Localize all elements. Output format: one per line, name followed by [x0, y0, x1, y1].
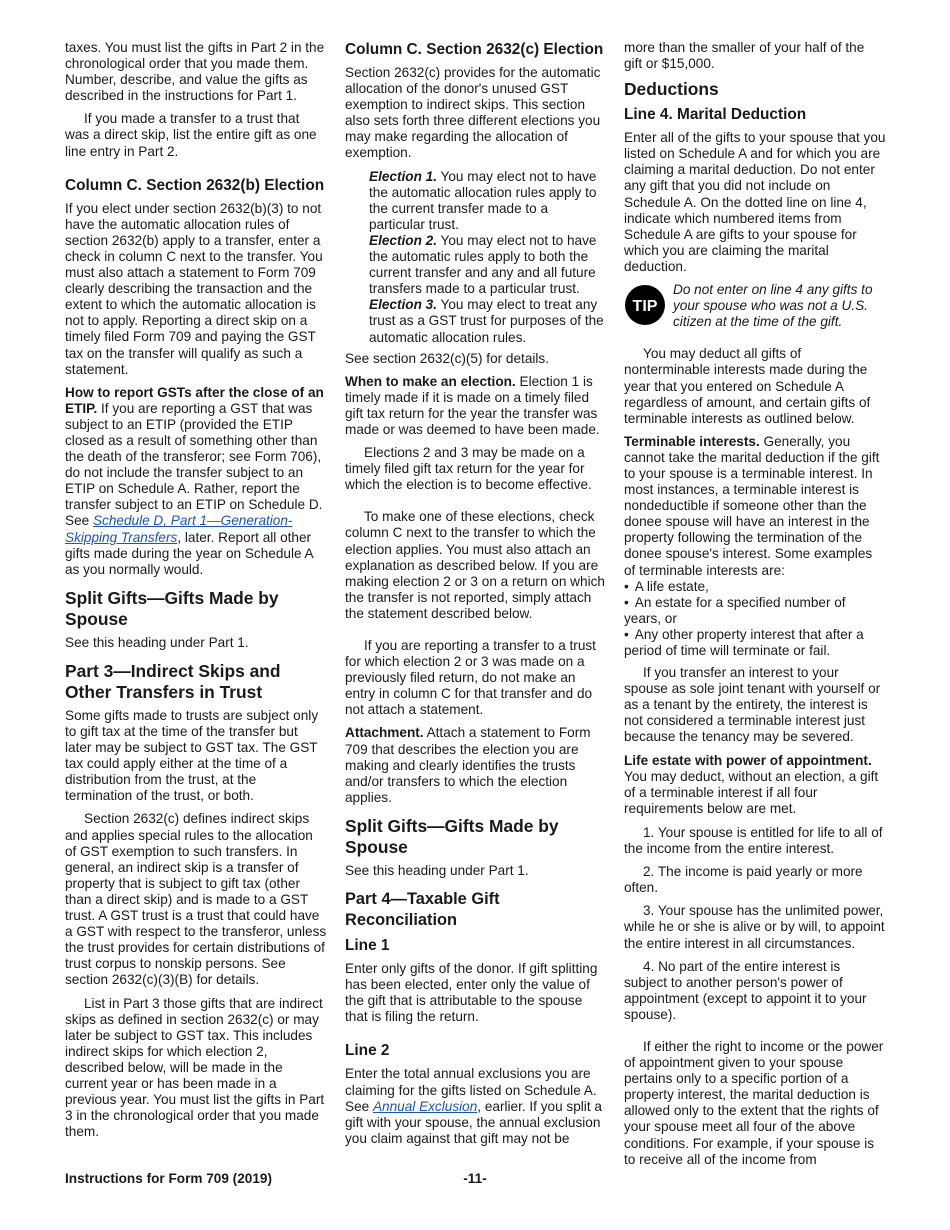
list-item-text: A life estate, — [634, 578, 709, 594]
run-in-heading: When to make an election. — [345, 373, 516, 389]
paragraph: Enter all of the gifts to your spouse that you listed on Schedule A and for which you are claiming a marital deduction. Do not enter any gift that you did not include on Schedule A. On the dotted line on line 4, indicate which numbered items from Schedule A are gifts to your spouse for which you are claiming the marital deduction. — [624, 130, 886, 274]
election-text: You may elect not to have the automatic rules apply to both the current transfer and any and all future transfers made to a particular trust. — [369, 232, 597, 297]
paragraph: See this heading under Part 1. — [65, 634, 249, 650]
paragraph: If you transfer an interest to your spouse as sole joint tenant with yourself or as a tenant by the entirety, the interest is not considered a terminable interest just because the tenancy may be severed. — [624, 665, 881, 745]
list-item — [624, 627, 886, 659]
election-text: You may elect not to have the automatic allocation rules apply to the current transfer made to a particular trust. — [369, 168, 597, 232]
paragraph: Enter only gifts of the donor. If gift splitting has been elected, enter only the value of the gift that is attributable to the spouse that is filing the return. — [345, 961, 598, 1025]
paragraph: See section 2632(c)(5) for details. — [345, 350, 550, 366]
election-label: Election 1. — [369, 168, 437, 184]
election-2 — [369, 233, 607, 297]
paragraph: Some gifts made to trusts are subject only to gift tax at the time of the transfer but later may be subject to GST tax. The GST tax could apply either at the time of a distribution from the trust, at the termination of the trust, or both. — [65, 707, 319, 804]
heading-line-4: Line 4. Marital Deduction — [624, 106, 807, 124]
election-3 — [369, 297, 607, 345]
paragraph: List in Part 3 those gifts that are indirect skips as defined in section 2632(c) or may later be subject to GST tax. This includes indirect skips for which election 2, described below, will be made in the current year or has been made in a previous year. You must list the gifts in Part 3 in the chronological order that you made them. — [65, 995, 325, 1140]
paragraph-text: Generally, you cannot take the marital deduction if the gift to your spouse is a terminable interest. In most instances, a terminable interest is nondeductible if someone other than the donee spouse will have an interest in the property following the termination of the donee spouse's interest. Some examples of terminable interests are: — [624, 433, 880, 578]
election-text: You may elect to treat any trust as a GST trust for purposes of the automatic allocation rules. — [369, 297, 604, 345]
list-item — [624, 595, 886, 627]
paragraph: Section 2632(c) defines indirect skips and applies special rules to the allocation of GST exemption to such transfers. In general, an indirect skip is a transfer of property that is subject to gift tax (other than a direct skip) and is made to a GST trust. A GST trust is a trust that could have a GST with respect to the transferor, unless the trust provides for certain distributions of trust corpus to nonskip persons. See section 2632(c)(3)(B) for details. — [65, 811, 327, 988]
bullet-icon: • — [624, 578, 629, 594]
paragraph: You may deduct all gifts of nonterminable interests made during the year that you entered on Schedule A regardless of amount, and certain gifts of terminable interests as outlined below. — [624, 346, 871, 426]
tip-text: Do not enter on line 4 any gifts to your spouse who was not a U.S. citizen at the time of the gift. — [673, 282, 873, 330]
paragraph: To make one of these elections, check column C next to the transfer to which the election applies. You must also attach an explanation as described below. If you are making election 2 or 3 on a return on which the transfer is not reported, simply attach the statement described below. — [345, 509, 605, 621]
paragraph: If either the right to income or the power of appointment given to your spouse pertains only to a specific portion of a property interest, the marital deduction is allowed only to the extent that the rights of your spouse meet all four of the above conditions. For example, if your spouse is to receive all of the income from — [624, 1038, 884, 1167]
paragraph-terminable — [624, 434, 886, 579]
paragraph-text: Enter the total annual exclusions you are claiming for the gifts listed on Schedule A. See — [345, 1066, 597, 1114]
election-list — [369, 169, 607, 346]
heading-deductions: Deductions — [624, 79, 719, 100]
paragraph-text: , later. Report all other gifts made during the year on Schedule A as you normally would. — [65, 529, 313, 577]
heading-part-3: Part 3—Indirect Skips and Other Transfers in Trust — [65, 660, 281, 702]
paragraph: If you are reporting a transfer to a trust for which election 2 or 3 was made on a previously filed return, do not make an entry in column C for that transfer and do not attach a statement. — [345, 638, 596, 718]
election-label: Election 3. — [369, 297, 437, 313]
run-in-heading: Life estate with power of appointment. — [624, 752, 872, 768]
paragraph: If you elect under section 2632(b)(3) to not have the automatic allocation rules of section 2632(b) apply to a transfer, enter a check in column C next to the transfer. You must also attach a statement to Form 709 clearly describing the transaction and the extent to which the automatic allocation is not to apply. Reporting a direct skip on a timely filed Form 709 and paying the GST tax on the transfer will qualify as such a statement. — [65, 200, 323, 377]
run-in-heading: How to report GSTs after the close of an ETIP. — [65, 384, 324, 416]
paragraph: See this heading under Part 1. — [345, 862, 529, 878]
paragraph-text: Election 1 is timely made if it is made on a timely filed gift tax return for the year the transfer was made or was deemed to have been made. — [345, 373, 600, 437]
column-1 — [65, 40, 327, 1147]
annual-exclusion-link[interactable]: Annual Exclusion — [372, 1098, 478, 1114]
tip-box — [624, 282, 886, 330]
paragraph: taxes. You must list the gifts in Part 2 in the chronological order that you made them. Number, describe, and value the gifts as described in the instructions for Part 1. — [65, 40, 325, 104]
requirement-3: 3. Your spouse has the unlimited power, while he or she is alive or by will, to appoint the entire interest in all circumstances. — [624, 903, 885, 951]
requirement-1: 1. Your spouse is entitled for life to all of the income from the entire interest. — [624, 824, 883, 857]
paragraph-when — [345, 374, 607, 438]
list-item-text: An estate for a specified number of years, or — [624, 594, 846, 626]
bullet-icon: • — [624, 626, 629, 642]
election-label: Election 2. — [369, 232, 437, 248]
paragraph: Section 2632(c) provides for the automatic allocation of the donor's unused GST exemption to indirect skips. This section also sets forth three different elections you may make regarding the allocation of exemption. — [345, 65, 601, 161]
tip-label: TIP — [632, 298, 658, 316]
page-number: -11- — [463, 1171, 487, 1186]
schedule-d-link[interactable]: Schedule D, Part 1—Generation-Skipping Transfers — [65, 513, 293, 545]
paragraph: more than the smaller of your half of the gift or $15,000. — [624, 40, 865, 72]
requirement-2: 2. The income is paid yearly or more often. — [624, 864, 863, 896]
terminable-examples-list — [624, 579, 886, 659]
list-item-text: Any other property interest that after a period of time will terminate or fail. — [624, 626, 864, 658]
run-in-heading: Attachment. — [345, 725, 424, 741]
paragraph-line-2 — [345, 1066, 607, 1146]
run-in-heading: Terminable interests. — [624, 433, 760, 449]
election-1 — [369, 169, 607, 233]
paragraph-etip — [65, 385, 327, 578]
bullet-icon: • — [624, 594, 629, 610]
paragraph: Elections 2 and 3 may be made on a timely filed gift tax return for the year for which the election is to become effective. — [345, 445, 592, 493]
heading-split-gifts: Split Gifts—Gifts Made by Spouse — [65, 587, 279, 629]
tip-icon — [624, 284, 666, 326]
heading-section-2632b: Column C. Section 2632(b) Election — [65, 176, 325, 194]
paragraph-attachment — [345, 725, 607, 805]
paragraph-life-estate — [624, 753, 886, 817]
paragraph-text: Attach a statement to Form 709 that describes the election you are making and clearly identifies the trusts and/or transfers to which the election applies. — [345, 725, 591, 805]
heading-line-1: Line 1 — [345, 937, 390, 955]
list-item — [624, 579, 886, 595]
heading-section-2632c: Column C. Section 2632(c) Election — [345, 41, 604, 58]
paragraph-text: You may deduct, without an election, a gift of a terminable interest if all four requirements below are met. — [624, 768, 879, 816]
paragraph-text: If you are reporting a GST that was subject to an ETIP (provided the ETIP closed as a result of something other than the death of the transferor; see Form 706), do not include the transfer subject to an ETIP on Schedule A. Rather, report the transfer subject to an ETIP on Schedule D. See — [65, 400, 323, 529]
heading-split-gifts: Split Gifts—Gifts Made by Spouse — [345, 815, 559, 857]
paragraph-text: , earlier. If you split a gift with your spouse, the annual exclusion you claim against that gift may not be — [345, 1098, 602, 1146]
paragraph: If you made a transfer to a trust that was a direct skip, list the entire gift as one line entry in Part 2. — [65, 111, 317, 159]
requirement-4: 4. No part of the entire interest is subject to another person's power of appointment (except to appoint it to your spouse). — [624, 958, 867, 1022]
heading-part-4: Part 4—Taxable Gift Reconciliation — [345, 890, 500, 930]
footer-title: Instructions for Form 709 (2019) — [65, 1171, 272, 1186]
heading-line-2: Line 2 — [345, 1042, 390, 1060]
column-2 — [345, 40, 607, 1154]
column-3 — [624, 40, 886, 1175]
